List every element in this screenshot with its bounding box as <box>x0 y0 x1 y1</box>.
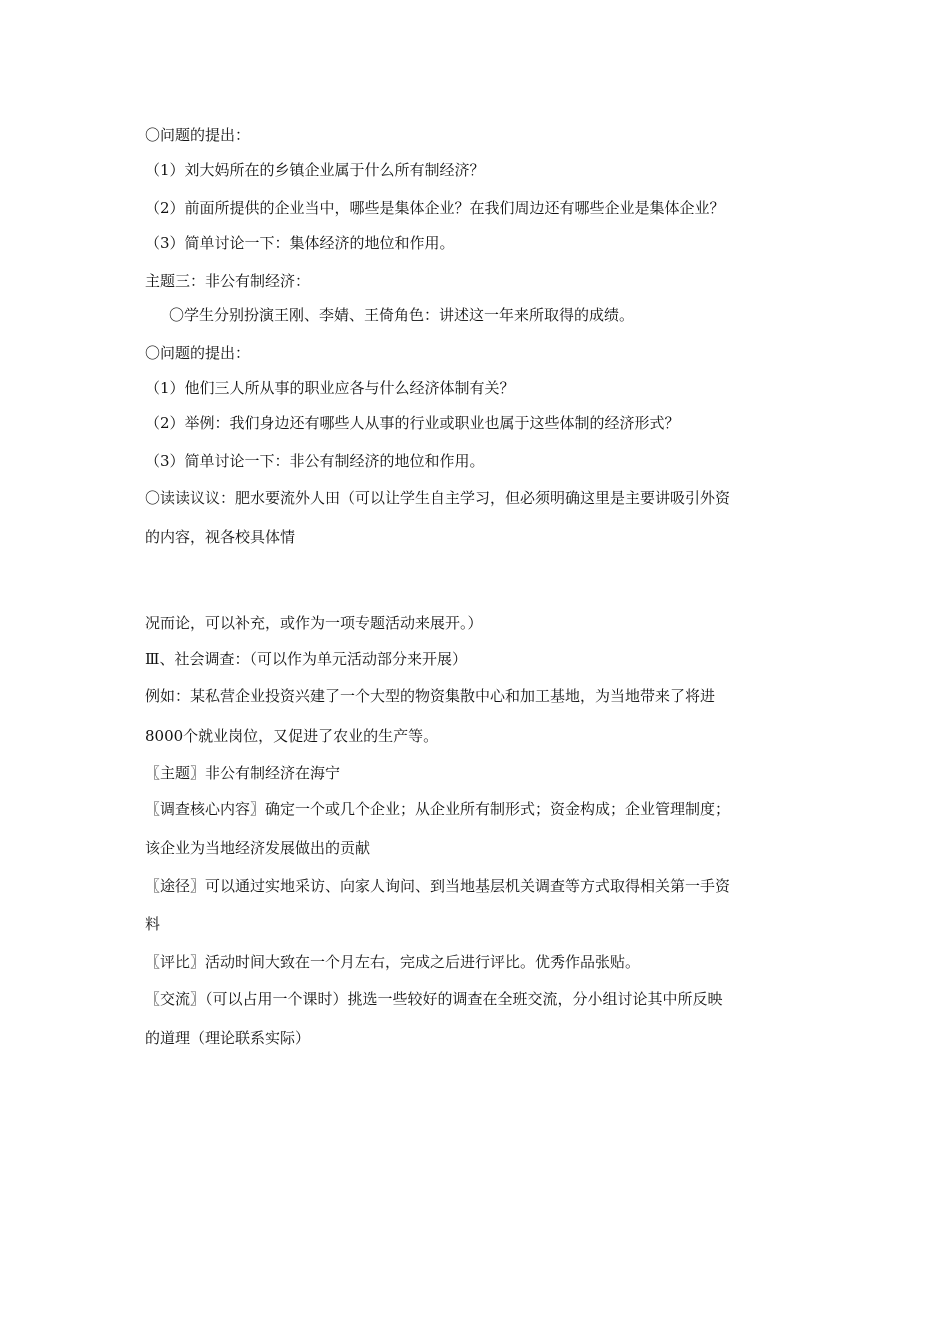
text-line: （2）举例：我们身边还有哪些人从事的行业或职业也属于这些体制的经济形式？ <box>145 414 680 432</box>
text-line: Ⅲ、社会调查：（可以作为单元活动部分来开展） <box>145 650 467 668</box>
text-line: 主题三：非公有制经济： <box>145 272 311 290</box>
text-line: 〇问题的提出： <box>145 344 251 362</box>
text-line: 〖评比〗活动时间大致在一个月左右，完成之后进行评比。优秀作品张贴。 <box>145 953 641 971</box>
text-line: 料 <box>145 915 161 933</box>
text-line: 8000个就业岗位，又促进了农业的生产等。 <box>145 727 439 745</box>
text-line: 的道理（理论联系实际） <box>145 1029 311 1047</box>
text-line: 〇学生分别扮演王刚、李婧、王倚角色：讲述这一年来所取得的成绩。 <box>169 306 635 324</box>
text-line: 〇问题的提出： <box>145 126 251 144</box>
text-line: 例如：某私营企业投资兴建了一个大型的物资集散中心和加工基地，为当地带来了将进 <box>145 687 716 705</box>
text-line: 〖交流〗（可以占用一个课时）挑选一些较好的调查在全班交流，分小组讨论其中所反映 <box>145 990 723 1008</box>
text-line: 的内容，视各校具体情 <box>145 528 296 546</box>
text-line: 〖途径〗可以通过实地采访、向家人询问、到当地基层机关调查等方式取得相关第一手资 <box>145 877 731 895</box>
text-line: （1）刘大妈所在的乡镇企业属于什么所有制经济？ <box>145 161 485 179</box>
text-line: 〖调查核心内容〗确定一个或几个企业；从企业所有制形式；资金构成；企业管理制度； <box>145 800 731 818</box>
text-line: 况而论，可以补充，或作为一项专题活动来展开。） <box>145 614 483 632</box>
text-line: （1）他们三人所从事的职业应各与什么经济体制有关？ <box>145 379 515 397</box>
text-line: 〖主题〗非公有制经济在海宁 <box>145 764 341 782</box>
text-line: （2）前面所提供的企业当中，哪些是集体企业？在我们周边还有哪些企业是集体企业？ <box>145 199 725 217</box>
text-line: 〇读读议议：肥水要流外人田（可以让学生自主学习，但必须明确这里是主要讲吸引外资 <box>145 489 731 507</box>
text-line: （3）简单讨论一下：非公有制经济的地位和作用。 <box>145 452 485 470</box>
text-line: （3）简单讨论一下：集体经济的地位和作用。 <box>145 234 455 252</box>
text-line: 该企业为当地经济发展做出的贡献 <box>145 839 371 857</box>
